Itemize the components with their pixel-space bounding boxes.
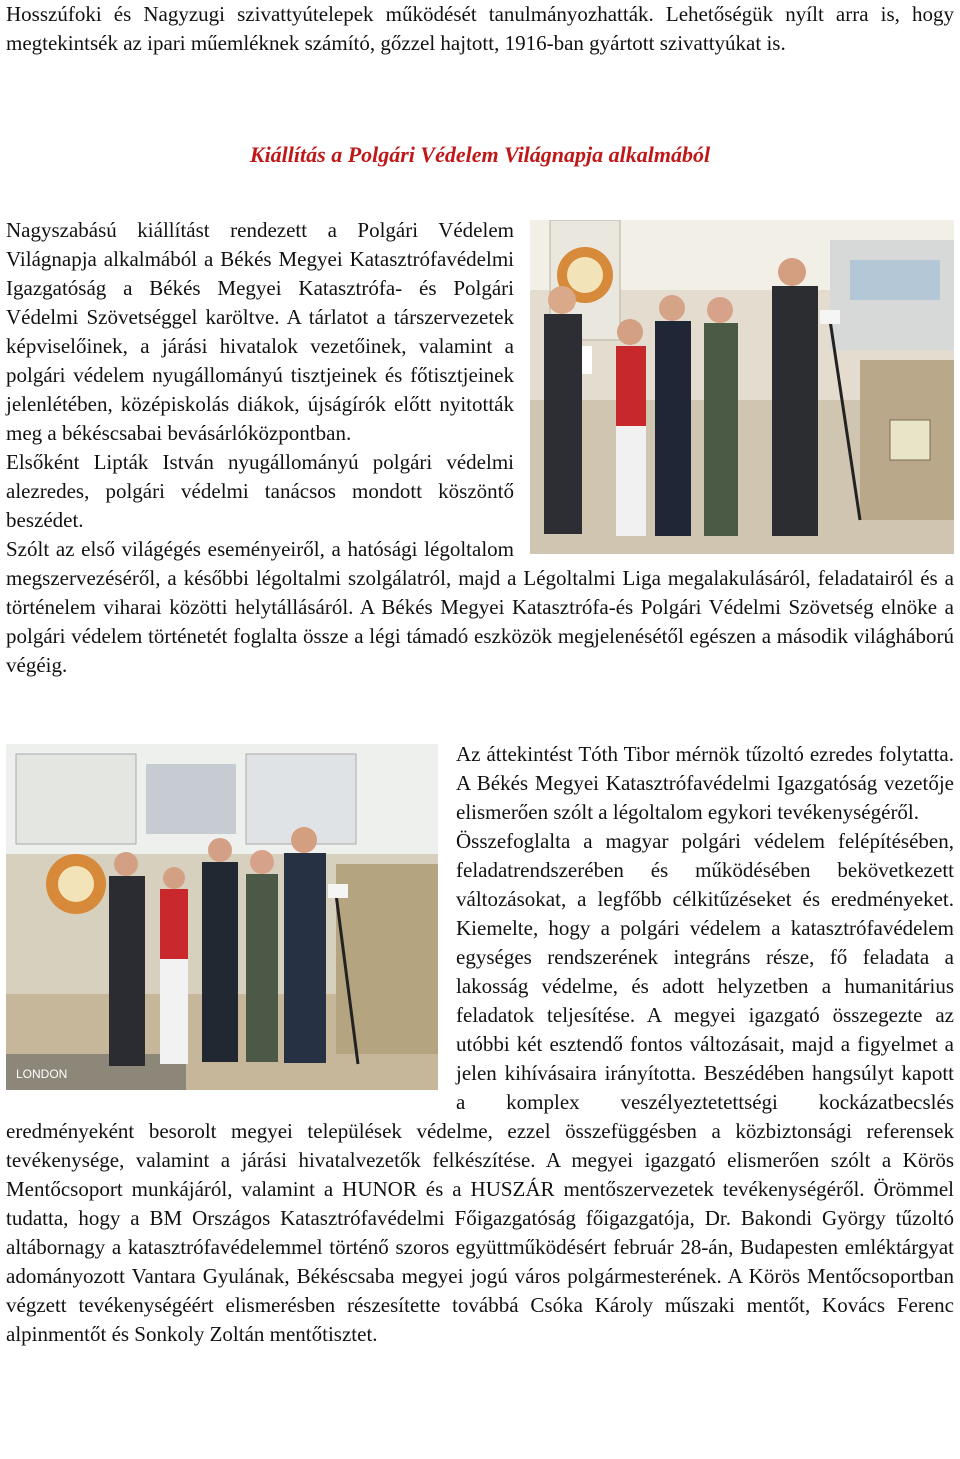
paragraph-4: Az áttekintést Tóth Tibor mérnök tűzoltó ezredes folytatta. A Békés Megyei Katasztrófavédelmi Igazgatóság vezetője elismerően szólt a légoltalom egykori tevékenységéről. bbox=[456, 742, 954, 824]
exhibition-speech-photo bbox=[6, 744, 438, 1090]
paragraph-2: Elsőként Lipták István nyugállományú polgári védelmi alezredes, polgári védelmi tanácsos mondott köszöntő beszédet. bbox=[6, 450, 514, 532]
paragraph-3: Szólt az első világégés eseményeiről, a hatósági légoltalom megszervezéséről, a későbbi légoltalmi szolgálatról, majd a Légoltalmi Liga megalakulásáról, feladatairól és a történelem viharai közötti helytállásáról. A Békés Megyei Katasztrófa-és Polgári Védelmi Szövetség elnöke a polgári védelem történetét foglalta össze a légi támadó eszközök megjelenésétől egészen a második világháború végéig. bbox=[6, 537, 954, 677]
article-section-2 bbox=[6, 740, 954, 1349]
paragraph-5: Összefoglalta a magyar polgári védelem felépítésében, feladatrendszerében és működésében bekövetkezett változásokat, a legfőbb célkitűzéseket és eredményeket. Kiemelte, hogy a polgári védelem a katasztrófavédelem egységes rendszerének integráns része, fő feladata a lakosság védelme, és adott helyzetben a humanitárius feladatok teljesítése. A megyei igazgató összegezte az utóbbi két esztendő fontos változásait, majd a figyelmet a jelen kihívásaira irányította. Beszédében hangsúlyt kapott a komplex veszélyeztetettségi kockázatbecslés eredményeként besorolt megyei települések védelme, ezzel összefüggésben a közbiztonsági referensek tevékenysége, valamint a járási hivatalvezetők felkészítése. A megyei igazgató elismerően szólt a Körös Mentőcsoport munkájáról, valamint a HUNOR és a HUSZÁR mentőszervezetek tevékenységéről. Örömmel tudatta, hogy a BM Országos Katasztrófavédelmi Főigazgatóság főigazgatója, Dr. Bakondi György tűzoltó altábornagy a katasztrófavédelemmel történő szoros együttműködésért február 28-án, Budapesten emléktárgyat adományozott Vantara Gyulának, Békéscsaba megyei jogú város polgármesterének. A Körös Mentőcsoportban végzett tevékenységéért elismerésben részesítette továbbá Csóka Károly műszaki mentőt, Kovács Ferenc alpinmentőt és Sonkoly Zoltán mentőtisztet. bbox=[6, 829, 954, 1346]
london-sign-text: LONDON bbox=[16, 1067, 68, 1081]
intro-paragraph: Hosszúfoki és Nagyzugi szivattyútelepek működését tanulmányozhatták. Lehetőségük nyílt arra is, hogy megtekintsék az ipari műemléknek számító, gőzzel hajtott, 1916-ban gyártott szivattyúkat is. bbox=[6, 2, 954, 55]
intro-section bbox=[6, 0, 954, 58]
opening-ceremony-photo bbox=[530, 220, 954, 554]
article-section-1 bbox=[6, 216, 954, 680]
photo-speakers-svg bbox=[530, 220, 954, 554]
photo-exhibition-svg bbox=[6, 744, 438, 1090]
article-title: Kiállítás a Polgári Védelem Világnapja alkalmából bbox=[249, 142, 711, 167]
paragraph-1: Nagyszabású kiállítást rendezett a Polgári Védelem Világnapja alkalmából a Békés Megyei Katasztrófavédelmi Igazgatóság a Békés Megyei Katasztrófa- és Polgári Védelmi Szövetséggel karöltve. A tárlatot a társzervezetek képviselőinek, a járási hivatalok vezetőinek, valamint a polgári védelem nyugállományú tisztjeinek és főtisztjeinek jelenlétében, középiskolás diákok, újságírók előtt nyitották meg a békéscsabai bevásárlóközpontban. bbox=[6, 218, 514, 445]
